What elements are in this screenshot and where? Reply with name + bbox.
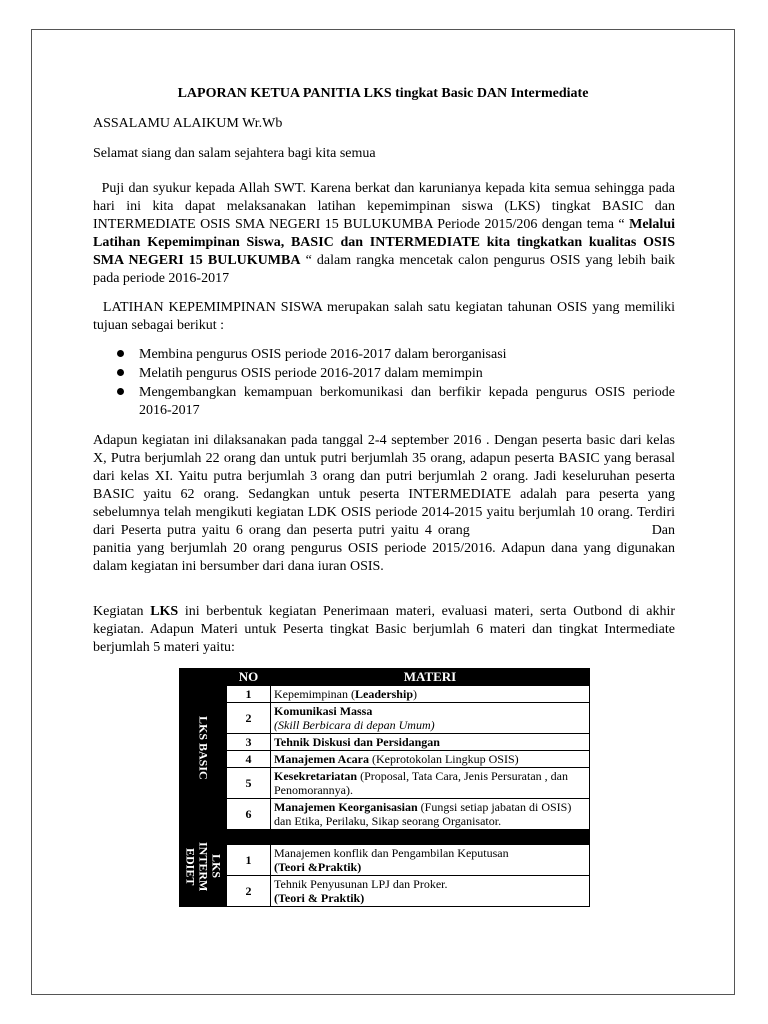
paragraph-materials: Kegiatan LKS ini berbentuk kegiatan Penerimaan materi, evaluasi materi, serta Outbond di akhir kegiatan. Adapun Materi untuk Peserta tingkat Basic berjumlah 6 materi dan tingkat Intermediate berjumlah 5 materi yaitu:	[93, 604, 676, 655]
list-item: Mengembangkan kemampuan berkomunikasi dan berfikir kepada pengurus OSIS periode 2016-2017	[93, 384, 675, 420]
intermediate-side-label: LKS INTERM EDIET	[180, 830, 227, 907]
greeting: ASSALAMU ALAIKUM Wr.Wb	[93, 116, 283, 131]
list-item: Melatih pengurus OSIS periode 2016-2017 dalam memimpin	[93, 365, 675, 383]
list-item: Membina pengurus OSIS periode 2016-2017 dalam berorganisasi	[93, 346, 675, 364]
table-row: 1 Kepemimpinan (Leadership)	[180, 686, 590, 703]
paragraph-purpose: LATIHAN KEPEMIMPINAN SISWA merupakan salah satu kegiatan tahunan OSIS yang memiliki tujuan sebagai berikut :	[93, 300, 675, 333]
goals-list	[93, 346, 675, 421]
paragraph-opening: Puji dan syukur kepada Allah SWT. Karena berkat dan karunianya kepada kita semua sehingga pada hari ini kita dapat melaksanakan latihan kepemimpinan siswa (LKS) tingkat BASIC dan INTERMEDIATE OSIS SMA NEGERI 15 BULUKUMBA Periode 2015/206 dengan tema “ Melalui Latihan Kepemimpinan Siswa, BASIC dan INTERMEDIATE kita tingkatkan kualitas OSIS SMA NEGERI 15 BULUKUMBA “ dalam rangka mencetak calon pengurus OSIS yang lebih baik pada periode 2016-2017	[93, 181, 675, 286]
salutation: Selamat siang dan salam sejahtera bagi kita semua	[93, 146, 376, 161]
bullet-icon	[117, 350, 124, 357]
bullet-icon	[117, 369, 124, 376]
header-materi: MATERI	[271, 669, 590, 686]
table-row: 2 Komunikasi Massa (Skill Berbicara di depan Umum)	[180, 703, 590, 734]
table-row: 6 Manajemen Keorganisasian (Fungsi setiap jabatan di OSIS) dan Etika, Perilaku, Sikap seorang Organisator.	[180, 799, 590, 830]
table-header	[180, 669, 590, 686]
table-row: 2 Tehnik Penyusunan LPJ dan Proker. (Teori & Praktik)	[180, 876, 590, 907]
table-row: 1 Manajemen konflik dan Pengambilan Keputusan (Teori &Praktik)	[180, 845, 590, 876]
paragraph-schedule: Adapun kegiatan ini dilaksanakan pada tanggal 2-4 september 2016 . Dengan peserta basic dari kelas X, Putra berjumlah 22 orang dan untuk putri berjumlah 35 orang, adapun peserta BASIC yang berasal dari kelas XI. Yaitu putra berjumlah 3 orang dan putri berjumlah 2 orang. Jadi keseluruhan peserta BASIC yaitu 62 orang. Sedangkan untuk peserta INTERMEDIATE adalah para peserta yang sebelumnya telah mengikuti kegiatan LDK OSIS periode 2014-2015 yaitu berjumlah 10 orang. Terdiri dari Peserta putra yaitu 6 orang dan peserta putri yaitu 4 orang Dan panitia yang berjumlah 20 orang pengurus OSIS periode 2015/2016. Adapun dana yang digunakan dalam kegiatan ini bersumber dari dana iuran OSIS.	[93, 433, 676, 574]
table-row: 3 Tehnik Diskusi dan Persidangan	[180, 734, 590, 751]
basic-side-label: LKS BASIC	[180, 669, 227, 830]
table-separator	[180, 830, 590, 845]
bullet-icon	[117, 388, 124, 395]
table-row: 4 Manajemen Acara (Keprotokolan Lingkup OSIS)	[180, 751, 590, 768]
table-row: 5 Kesekretariatan (Proposal, Tata Cara, Jenis Persuratan , dan Penomorannya).	[180, 768, 590, 799]
header-no: NO	[227, 669, 271, 686]
document-title: LAPORAN KETUA PANITIA LKS tingkat Basic DAN Intermediate	[177, 86, 589, 101]
materials-table	[179, 668, 590, 907]
